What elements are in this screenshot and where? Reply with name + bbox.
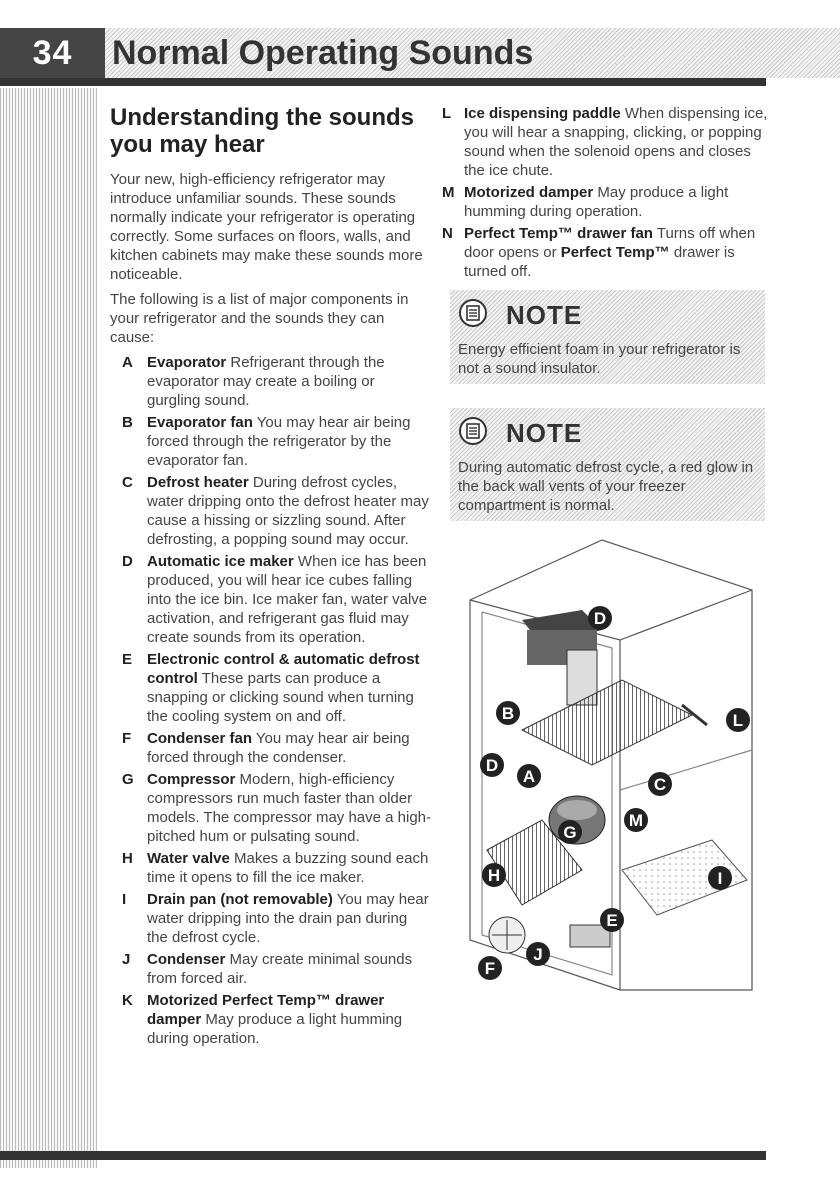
component-item-b [110,413,432,470]
callout-label: H [487,866,501,885]
note-text: During automatic defrost cycle, a red glow in the back wall vents of your freezer compartment is normal. [458,459,754,514]
item-letter: L [442,105,452,122]
note-box-defrost [450,408,765,521]
fan-drawing [489,917,525,953]
callout-label: C [653,775,667,794]
item-name: Water valve [147,850,230,867]
item-description: During defrost cycles, water dripping onto the defrost heater may cause a hissing or sizzling sound. After defrosting, a popping sound may occur. [147,474,429,548]
callout-label: L [732,711,744,730]
item-letter: M [442,184,455,201]
item-description: May produce a light humming during operation. [147,1011,403,1047]
callout-i [708,866,732,890]
callout-label: M [628,811,644,830]
callout-e [600,908,624,932]
callout-j [526,942,550,966]
item-description: Makes a buzzing sound each time it opens to fill the ice maker. [147,850,429,886]
footer-rule [0,1151,766,1160]
callout-c [648,772,672,796]
item-description: You may hear air being forced through the refrigerator by the evaporator fan. [147,414,411,469]
callout-f [478,956,502,980]
callout-g [558,820,582,844]
note-icon [458,298,488,328]
evaporator-drawing [522,680,692,765]
list-intro-paragraph: The following is a list of major components in your refrigerator and the sounds they can cause: [110,291,409,346]
callout-l [726,708,750,732]
item-name: Ice dispensing paddle [464,105,621,122]
callout-label: F [484,959,496,978]
component-item-l [440,104,770,180]
header-rule [0,78,766,86]
item-name: Compressor [147,771,236,788]
component-item-f [110,729,432,767]
intro-paragraph: Your new, high-efficiency refrigerator may introduce unfamiliar sounds. These sounds normally indicate your refrigerator is operating correctly. Some surfaces on floors, walls, and kitchen cabinets may make these sounds more noticeable. [110,171,423,283]
component-item-m [440,183,770,221]
item-description: When ice has been produced, you will hear ice cubes falling into the ice bin. Ice maker fan, water valve activation, and refrigerant gas fluid may create sounds from its operation. [147,553,428,646]
callout-label: A [522,767,536,786]
item-name: Evaporator fan [147,414,253,431]
callout-d-top [588,606,612,630]
item-letter: B [122,414,133,431]
item-name: Drain pan (not removable) [147,891,333,908]
item-letter: E [122,651,133,668]
note-box-foam [450,290,765,384]
callout-h [482,863,506,887]
item-letter: N [442,225,453,242]
item-letter: K [122,992,133,1009]
component-item-i [110,890,432,947]
refrigerator-components-diagram [452,520,762,1000]
item-name: Evaporator [147,354,227,371]
item-letter: F [122,730,132,747]
page-header [0,28,840,78]
callout-label: J [533,945,543,964]
callout-label: B [501,704,515,723]
item-description: May produce a light humming during operation. [464,184,729,220]
item-name: Defrost heater [147,474,249,491]
item-letter: I [122,891,127,908]
item-description: Modern, high-efficiency compressors run much faster than older models. The compressor may have a high-pitched hum or pulsating sound. [147,771,432,845]
callout-label: E [606,911,618,930]
callout-label: D [593,609,607,628]
note-label: NOTE [506,300,583,330]
callout-a [517,764,541,788]
component-item-j [110,950,432,988]
note-text: Energy efficient foam in your refrigerator is not a sound insulator. [458,341,741,377]
component-item-g [110,770,432,846]
note-header [450,290,765,338]
callout-b [496,701,520,725]
item-letter: C [122,474,133,491]
item-description: When dispensing ice, you will hear a snapping, clicking, or popping sound when the solenoid opens and closes the ice chute. [464,105,768,179]
item-letter: D [122,553,133,570]
item-description-end: drawer is turned off. [464,244,735,280]
callout-label: D [485,756,499,775]
callout-label: I [717,869,723,888]
item-letter: A [122,354,133,371]
callout-d-left [480,753,504,777]
item-name: Condenser fan [147,730,253,747]
component-item-a [110,353,432,410]
item-letter: J [122,951,131,968]
side-decorative-band [0,88,97,1168]
callout-m [624,808,648,832]
item-name: Condenser [147,951,226,968]
callout-label: G [563,823,577,842]
item-description: Turns off when door opens or [464,225,756,261]
component-item-e [110,650,432,726]
item-name: Motorized Perfect Temp™ drawer damper [147,992,385,1028]
component-item-n [440,224,770,281]
component-item-c [110,473,432,549]
page-title: Normal Operating Sounds [112,34,534,72]
item-name: Electronic control & automatic defrost control [147,651,420,687]
item-letter: H [122,850,133,867]
item-description: You may hear water dripping into the drain pan during the defrost cycle. [147,891,429,946]
component-item-h [110,849,432,887]
item-name: Automatic ice maker [147,553,294,570]
item-description: You may hear air being forced through the condenser. [147,730,410,766]
note-header [450,408,765,456]
item-description: May create minimal sounds from forced air. [147,951,413,987]
section-title: Understanding the sounds you may hear [110,104,415,158]
item-description: These parts can produce a snapping or clicking sound when turning the cooling system on and off. [147,670,414,725]
component-item-d [110,552,432,647]
item-name: Motorized damper [464,184,594,201]
component-item-k [110,991,432,1048]
item-name: Perfect Temp™ drawer fan [464,225,653,242]
item-description: Refrigerant through the evaporator may create a boiling or gurgling sound. [147,354,385,409]
right-column [440,104,770,284]
left-column [110,104,432,1051]
page-number: 34 [0,28,105,78]
note-icon [458,416,488,446]
note-label: NOTE [506,418,583,448]
item-description-bold: Perfect Temp™ [560,244,670,261]
item-letter: G [122,771,134,788]
